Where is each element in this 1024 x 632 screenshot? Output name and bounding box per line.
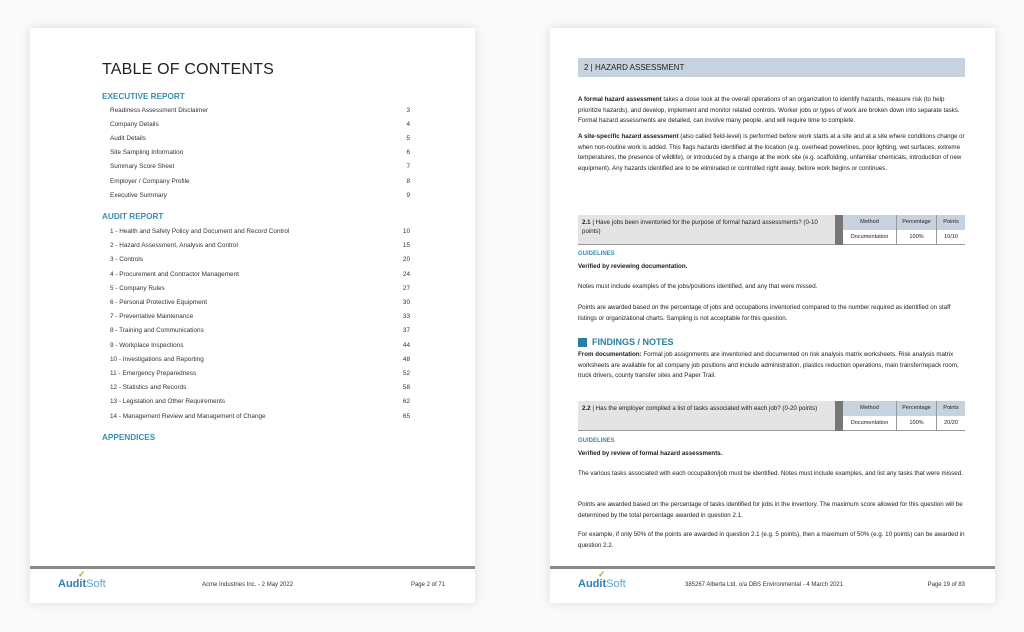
toc-item-page: 58 <box>402 384 410 392</box>
toc-item-page: 44 <box>402 341 410 349</box>
score-table: Method Percentage Points Documentation 100% 20/20 <box>843 401 965 431</box>
toc-item[interactable] <box>110 370 410 377</box>
toc-item[interactable] <box>110 299 410 306</box>
executive-report-heading[interactable]: EXECUTIVE REPORT <box>102 92 185 101</box>
toc-item-label: Audit Details <box>110 135 146 143</box>
toc-item-label: 7 - Preventative Maintenance <box>110 313 194 321</box>
toc-item-page: 24 <box>402 270 410 278</box>
toc-item-page: 65 <box>402 412 410 420</box>
toc-item-label: 9 - Workplace Inspections <box>110 341 184 349</box>
toc-item-page: 15 <box>402 242 410 250</box>
toc-title: TABLE OF CONTENTS <box>102 61 275 78</box>
toc-item-label: Company Details <box>110 121 159 129</box>
toc-item[interactable] <box>110 356 410 363</box>
toc-item-page: 7 <box>406 163 410 171</box>
points-value: 20/20 <box>944 419 958 426</box>
toc-item[interactable] <box>110 327 410 334</box>
guideline-note: Points are awarded based on the percentage of jobs and occupations inventoried compared to the number required as identified on staff listings or organizational charts. Sampling is not acceptable for this question. <box>578 304 951 322</box>
toc-item-label: Summary Score Sheet <box>110 163 175 171</box>
toc-item-page: 30 <box>402 299 410 306</box>
footer-divider <box>550 566 995 569</box>
toc-item[interactable] <box>110 149 410 156</box>
toc-page <box>30 28 475 603</box>
toc-item-label: 2 - Hazard Assessment, Analysis and Control <box>110 242 238 250</box>
toc-item-label: Employer / Company Profile <box>110 177 190 185</box>
checkmark-icon: ✓ <box>598 569 606 579</box>
toc-item-page: 62 <box>402 398 410 406</box>
toc-item-page: 33 <box>402 313 410 321</box>
audit-report-heading[interactable]: AUDIT REPORT <box>102 212 164 221</box>
toc-item-label: 4 - Procurement and Contractor Management <box>110 270 239 278</box>
toc-item[interactable] <box>110 163 410 170</box>
toc-item[interactable] <box>110 342 410 349</box>
findings-text: From documentation: Formal job assignments are inventoried and documented on risk analysis matrix worksheets. Risk analysis matrix worksheets are available for all company job positions and include administration, plastics reduction operations, main transfer/repack room, truck drivers, county transfer sites and Paper Trail. <box>578 351 959 380</box>
toc-item-label: 3 - Controls <box>110 256 144 264</box>
question-text: 2.2 | Has the employer compiled a list of tasks associated with each job? (0-20 points) <box>578 401 835 431</box>
guideline-note: The various tasks associated with each occupation/job must be identified. Notes must include examples, and list any tasks that were missed. <box>578 470 963 477</box>
toc-item-label: 8 - Training and Communications <box>110 327 204 335</box>
guidelines-label: GUIDELINES <box>578 251 615 257</box>
toc-item[interactable] <box>110 242 410 249</box>
toc-item-page: 48 <box>402 355 410 363</box>
toc-item-page: 6 <box>406 149 410 157</box>
appendices-heading[interactable]: APPENDICES <box>102 433 156 442</box>
toc-item-page: 52 <box>402 370 410 377</box>
toc-item-label: 5 - Company Rules <box>110 284 165 292</box>
toc-item-label: 11 - Emergency Preparedness <box>110 370 197 377</box>
toc-item[interactable] <box>110 192 410 199</box>
question-text: 2.1 | Have jobs been inventoried for the purpose of formal hazard assessments? (0-10 points) <box>578 215 835 245</box>
findings-heading: FINDINGS / NOTES <box>578 337 674 347</box>
toc-item[interactable] <box>110 271 410 278</box>
toc-item-page: 27 <box>402 284 410 292</box>
page-number: Page 2 of 71 <box>410 582 445 588</box>
guideline-note: For example, if only 50% of the points are awarded in question 2.1 (e.g. 5 points), then a maximum of 50% (e.g. 10 points) can be awarded in question 2.2. <box>578 531 965 549</box>
page-number: Page 19 of 83 <box>927 582 965 588</box>
toc-item-page: 4 <box>406 121 410 129</box>
toc-item[interactable] <box>110 256 410 263</box>
guideline-note: Notes must include examples of the jobs/positions identified, and any that were missed. <box>578 283 818 290</box>
toc-item-page: 37 <box>402 327 410 335</box>
toc-item[interactable] <box>110 384 410 391</box>
question-2-1-row <box>578 215 965 245</box>
auditsoft-logo: ✓ AuditSoft <box>58 569 106 590</box>
guideline-note: Points are awarded based on the percentage of tasks identified for jobs in the inventory. The maximum score allowed for this question will be determined by the total percentage awarded in question 2.1. <box>578 501 963 519</box>
toc-item-label: 1 - Health and Safety Policy and Document and Record Control <box>110 228 290 235</box>
guidelines-label: GUIDELINES <box>578 438 615 444</box>
toc-item[interactable] <box>110 107 410 114</box>
toc-item[interactable] <box>110 313 410 320</box>
toc-item-page: 20 <box>402 256 410 264</box>
auditsoft-logo: ✓ AuditSoft <box>578 569 626 590</box>
toc-item-label: 12 - Statistics and Records <box>110 384 187 392</box>
points-value: 10/10 <box>944 233 958 240</box>
toc-item[interactable] <box>110 121 410 128</box>
guideline-verified: Verified by review of formal hazard assessments. <box>578 450 723 457</box>
percentage-value: 100% <box>897 230 937 245</box>
guideline-verified: Verified by reviewing documentation. <box>578 263 688 270</box>
toc-item[interactable] <box>110 135 410 142</box>
toc-item[interactable] <box>110 398 410 405</box>
formal-assessment-paragraph: A formal hazard assessment takes a close look at the overall operations of an organization to identify hazards, measure risk (to help prioritize hazards), and develop, implement and monitor related controls. Worker jobs or types of work are broken down into separate tasks. Formal hazard assessments are detailed, can involve many people, and will require time to complete. <box>578 96 960 125</box>
checkmark-icon: ✓ <box>78 569 86 579</box>
footer-divider <box>30 566 475 569</box>
toc-item-page: 10 <box>402 228 410 235</box>
toc-item-label: 10 - Investigations and Reporting <box>110 355 204 363</box>
toc-item-label: Executive Summary <box>110 191 167 199</box>
toc-item[interactable] <box>110 228 410 235</box>
toc-item[interactable] <box>110 285 410 292</box>
footer-company: Acme Industries Inc. - 2 May 2022 <box>202 582 294 588</box>
score-table: Method Percentage Points Documentation 100% 10/10 <box>843 215 965 245</box>
method-value: Documentation <box>843 230 897 245</box>
question-2-2-row <box>578 401 965 431</box>
square-icon <box>578 338 587 347</box>
toc-item-label: 14 - Management Review and Management of Change <box>110 412 266 420</box>
site-specific-paragraph: A site-specific hazard assessment (also called field-level) is performed before work starts at a site and at a site where conditions change or when non-routine work is added. This flags hazards identified at the location (e.g. overhead powerlines, poor lighting, wet surfaces, extreme temperatures, the presence of wildlife), or introduced by a change at the work site (e.g. scaffolding, unfamiliar chemicals, introduction of new equipment). Any hazards identified are to be eliminated or controlled right away, before work begins or continues. <box>578 133 965 173</box>
toc-item-page: 5 <box>406 135 410 143</box>
toc-item-page: 9 <box>406 191 410 199</box>
toc-item-label: Readiness Assessment Disclaimer <box>110 107 209 114</box>
footer-company: 385267 Alberta Ltd. o/a DBS Environmental - 4 March 2021 <box>685 582 844 588</box>
toc-item[interactable] <box>110 178 410 185</box>
toc-item-label: Site Sampling Information <box>110 149 184 157</box>
percentage-value: 100% <box>897 416 937 431</box>
toc-item-page: 8 <box>406 177 410 185</box>
toc-item[interactable] <box>110 413 410 420</box>
toc-item-page: 3 <box>406 107 410 114</box>
section-title-bar: 2 | HAZARD ASSESSMENT <box>578 58 965 77</box>
toc-item-label: 6 - Personal Protective Equipment <box>110 299 207 306</box>
hazard-assessment-page <box>550 28 995 603</box>
method-value: Documentation <box>843 416 897 431</box>
toc-item-label: 13 - Legislation and Other Requirements <box>110 398 226 406</box>
